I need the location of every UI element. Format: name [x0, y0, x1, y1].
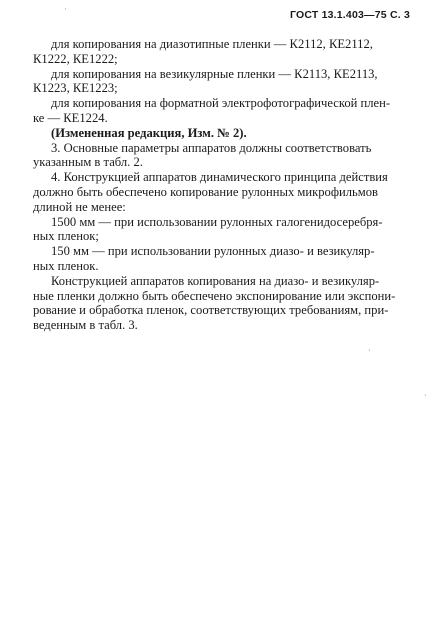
text-line: К1223, КЕ1223; — [33, 81, 118, 96]
scan-speck-mark: · — [368, 346, 371, 355]
text-line: должно быть обеспечено копирование рулонных микрофильмов — [33, 184, 378, 199]
amendment-note: (Измененная редакция, Изм. № 2). — [51, 125, 247, 140]
scan-speck-mark: · — [424, 391, 427, 400]
text-line: указанным в табл. 2. — [33, 155, 143, 170]
text-line: 3. Основные параметры аппаратов должны соответствовать — [51, 140, 372, 155]
text-line: 150 мм — при использовании рулонных диазо- и везикуляр- — [51, 244, 375, 259]
text-line: веденным в табл. 3. — [33, 318, 138, 333]
text-line: ке — КЕ1224. — [33, 110, 108, 125]
text-line: 1500 мм — при использовании рулонных галогенидосеребря- — [51, 214, 383, 229]
document-body — [33, 37, 405, 333]
text-line: для копирования на везикулярные пленки — К2113, КЕ2113, — [51, 66, 378, 81]
text-line: К1222, КЕ1222; — [33, 51, 118, 66]
text-line: для копирования на диазотипные пленки — К2112, КЕ2112, — [51, 37, 373, 51]
text-line: для копирования на форматной электрофотографической плен- — [51, 96, 391, 111]
text-line: Конструкцией аппаратов копирования на диазо- и везикуляр- — [51, 273, 380, 288]
text-line: 4. Конструкцией аппаратов динамического принципа действия — [51, 170, 388, 185]
page-header: ГОСТ 13.1.403—75 С. 3 — [289, 9, 410, 21]
text-line: ных пленок; — [33, 229, 99, 244]
scan-speck-mark: · — [64, 5, 67, 14]
text-line: рование и обработка пленок, соответствующих требованиям, при- — [33, 303, 389, 318]
text-line: ные пленки должно быть обеспечено экспонирование или экспони- — [33, 288, 396, 303]
text-line: длиной не менее: — [33, 199, 126, 214]
text-line: ных пленок. — [33, 258, 99, 273]
